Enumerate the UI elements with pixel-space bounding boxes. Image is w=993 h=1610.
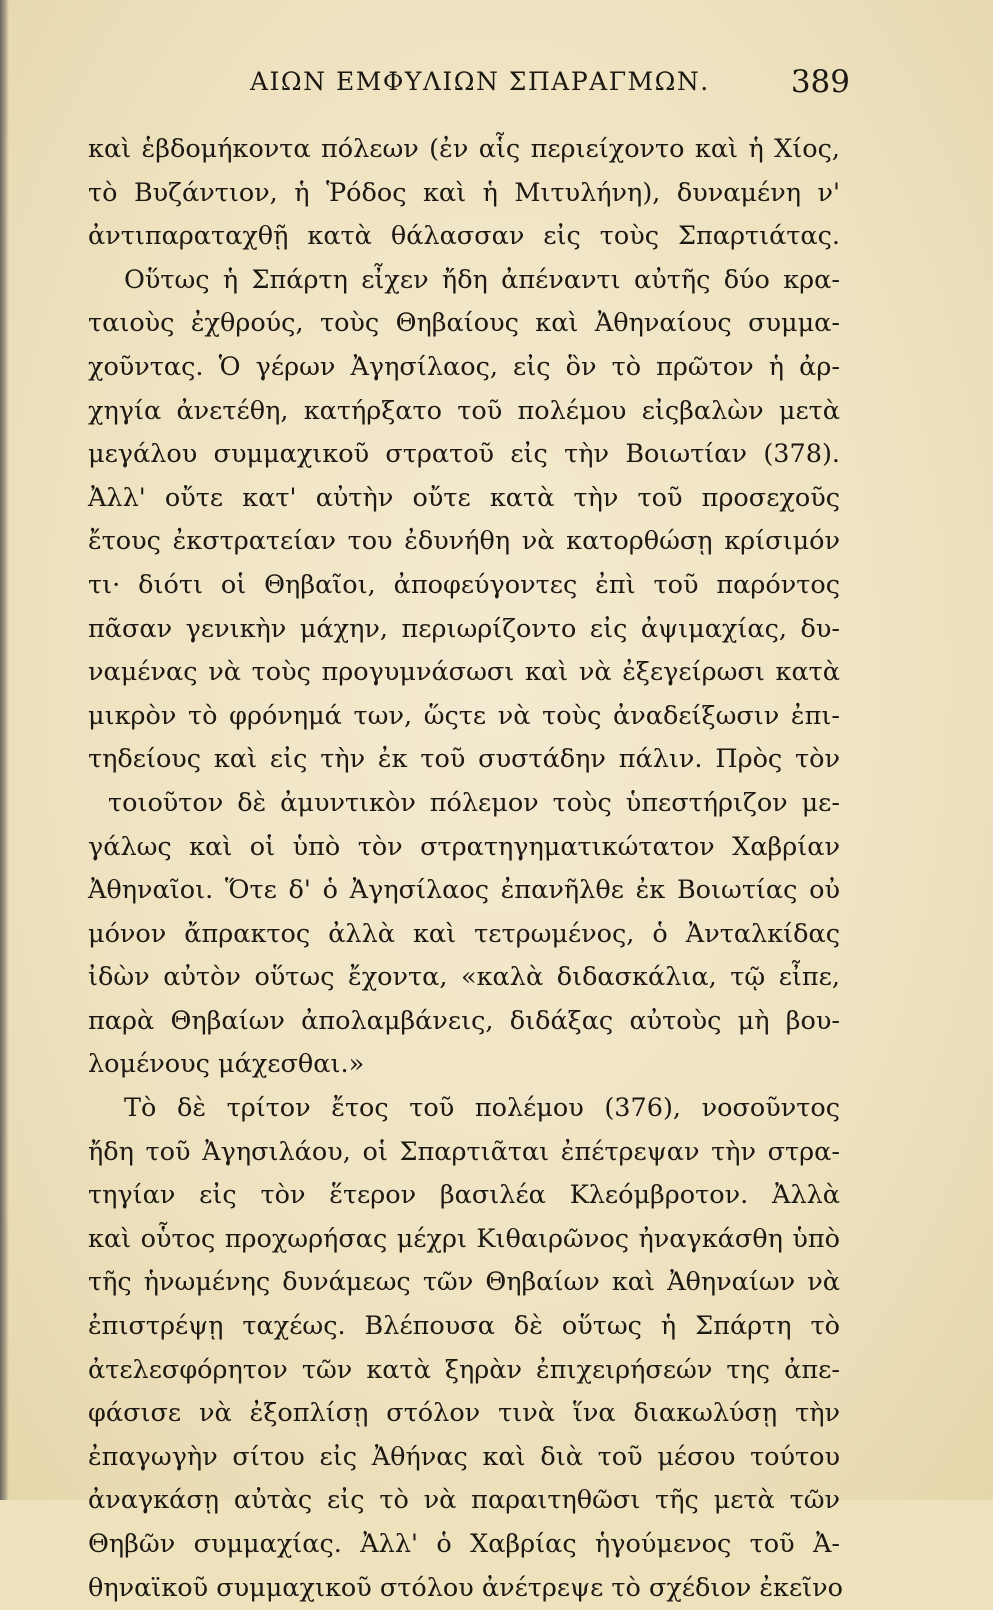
page-binding-edge bbox=[0, 0, 9, 1500]
text-line: Οὕτως ἡ Σπάρτη εἶχεν ἤδη ἀπέναντι αὐτῆς δύο κρα- bbox=[124, 264, 840, 295]
text-line: μόνον ἄπρακτος ἀλλὰ καὶ τετρωμένος, ὁ Ἀνταλκίδας bbox=[88, 918, 840, 949]
text-line: φάσισε νὰ ἐξοπλίσῃ στόλον τινὰ ἵνα διακωλύσῃ τὴν bbox=[88, 1398, 840, 1429]
text-line: τῆς ἡνωμένης δυνάμεως τῶν Θηβαίων καὶ Ἀθηναίων νὰ bbox=[88, 1267, 840, 1298]
body-text bbox=[88, 128, 844, 1610]
text-line: μικρὸν τὸ φρόνημά των, ὥςτε νὰ τοὺς ἀναδείξωσιν ἐπι- bbox=[88, 700, 840, 731]
text-line: Τὸ δὲ τρίτον ἔτος τοῦ πολέμου (376), νοσοῦντος bbox=[124, 1093, 840, 1124]
text-line: ταιοὺς ἐχθρούς, τοὺς Θηβαίους καὶ Ἀθηναίους συμμα- bbox=[88, 308, 840, 339]
page-number: 389 bbox=[790, 64, 850, 100]
text-line: ἐπιστρέψῃ ταχέως. Βλέπουσα δὲ οὕτως ἡ Σπάρτη τὸ bbox=[88, 1311, 840, 1342]
text-line: τι· διότι οἱ Θηβαῖοι, ἀποφεύγοντες ἐπὶ τοῦ παρόντος bbox=[88, 569, 840, 600]
text-line: ναμένας νὰ τοὺς προγυμνάσωσι καὶ νὰ ἐξεγείρωσι κατὰ bbox=[88, 657, 840, 688]
text-line: λομένους μάχεσθαι.» bbox=[88, 1049, 365, 1080]
text-line: τηδείους καὶ εἰς τὴν ἐκ τοῦ συστάδην πάλιν. Πρὸς τὸν bbox=[88, 744, 840, 775]
text-line: πᾶσαν γενικὴν μάχην, περιωρίζοντο εἰς ἀψιμαχίας, δυ- bbox=[88, 613, 840, 644]
text-line: ἤδη τοῦ Ἀγησιλάου, οἱ Σπαρτιᾶται ἐπέτρεψαν τὴν στρα- bbox=[88, 1136, 840, 1167]
text-line: χοῦντας. Ὁ γέρων Ἀγησίλαος, εἰς ὃν τὸ πρῶτον ἡ ἀρ- bbox=[88, 351, 840, 382]
text-line: μεγάλου συμμαχικοῦ στρατοῦ εἰς τὴν Βοιωτίαν (378). bbox=[88, 439, 840, 470]
text-line: καὶ οὗτος προχωρήσας μέχρι Κιθαιρῶνος ἠναγκάσθη ὑπὸ bbox=[88, 1223, 840, 1254]
text-line: ἔτους ἐκστρατείαν του ἐδυνήθη νὰ κατορθώσῃ κρίσιμόν bbox=[88, 526, 840, 557]
text-line: ἰδὼν αὐτὸν οὕτως ἔχοντα, «καλὰ διδασκάλια, τῷ εἶπε, bbox=[88, 962, 840, 993]
text-line: θηναϊκοῦ συμμαχικοῦ στόλου ἀνέτρεψε τὸ σχέδιον ἐκεῖνο bbox=[88, 1572, 844, 1603]
text-line: καὶ ἑβδομήκοντα πόλεων (ἐν αἷς περιείχοντο καὶ ἡ Χίος, bbox=[88, 134, 840, 164]
text-line: παρὰ Θηβαίων ἀπολαμβάνεις, διδάξας αὐτοὺς μὴ βου- bbox=[88, 1005, 840, 1036]
text-line: χηγία ἀνετέθη, κατήρξατο τοῦ πολέμου εἰςβαλὼν μετὰ bbox=[88, 395, 840, 426]
running-title: ΑΙΩΝ ΕΜΦΥΛΙΩΝ ΣΠΑΡΑΓΜΩΝ. bbox=[250, 67, 710, 96]
text-line: τοιοῦτον δὲ ἀμυντικὸν πόλεμον τοὺς ὑπεστήριζον με- bbox=[108, 787, 840, 818]
text-line: ἀτελεσφόρητον τῶν κατὰ ξηρὰν ἐπιχειρήσεών της ἀπε- bbox=[88, 1354, 840, 1385]
text-line: ἐπαγωγὴν σίτου εἰς Ἀθήνας καὶ διὰ τοῦ μέσου τούτου bbox=[88, 1441, 840, 1472]
text-line: Θηβῶν συμμαχίας. Ἀλλ' ὁ Χαβρίας ἡγούμενος τοῦ Ἀ- bbox=[88, 1529, 840, 1559]
text-line: τὸ Βυζάντιον, ἡ Ῥόδος καὶ ἡ Μιτυλήνη), δυναμένη ν' bbox=[88, 177, 840, 208]
text-line: Ἀλλ' οὔτε κατ' αὐτὴν οὔτε κατὰ τὴν τοῦ προσεχοῦς bbox=[88, 482, 840, 513]
text-line: γάλως καὶ οἱ ὑπὸ τὸν στρατηγηματικώτατον Χαβρίαν bbox=[88, 831, 840, 862]
text-line: ἀναγκάσῃ αὐτὰς εἰς τὸ νὰ παραιτηθῶσι τῆς μετὰ τῶν bbox=[88, 1485, 840, 1516]
text-line: Ἀθηναῖοι. Ὅτε δ' ὁ Ἀγησίλαος ἐπανῆλθε ἐκ Βοιωτίας οὐ bbox=[88, 875, 840, 906]
text-line: τηγίαν εἰς τὸν ἕτερον βασιλέα Κλεόμβροτον. Ἀλλὰ bbox=[88, 1180, 840, 1211]
page-header bbox=[250, 62, 850, 102]
text-line: ἀντιπαραταχθῇ κατὰ θάλασσαν εἰς τοὺς Σπαρτιάτας. bbox=[88, 221, 840, 252]
